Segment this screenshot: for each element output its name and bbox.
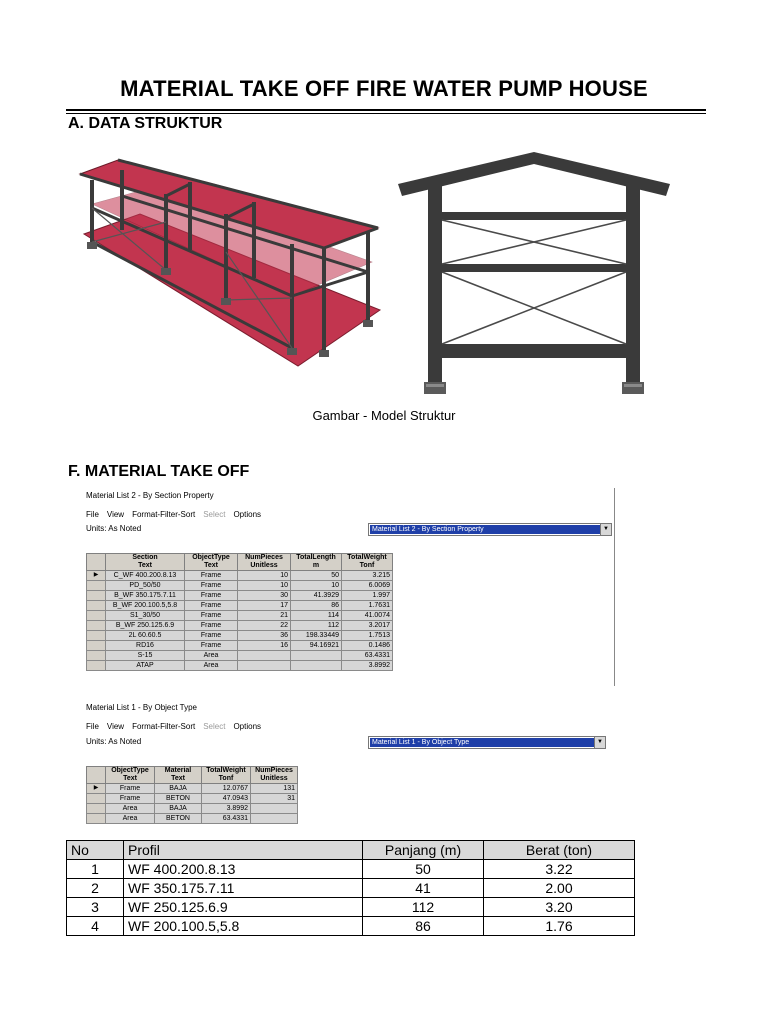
- table-row[interactable]: [87, 651, 393, 661]
- current-row-indicator-icon[interactable]: ▶: [87, 784, 106, 794]
- cell-totallength[interactable]: 10: [291, 581, 342, 591]
- cell-totallength[interactable]: [291, 661, 342, 671]
- cell-totalweight[interactable]: 1.7631: [342, 601, 393, 611]
- cell-panjang: 50: [363, 860, 484, 879]
- object-type-table: [86, 766, 298, 824]
- table-row[interactable]: [87, 591, 393, 601]
- cell-numpieces[interactable]: 131: [251, 784, 298, 794]
- cell-panjang: 41: [363, 879, 484, 898]
- cell-totalweight[interactable]: 41.0074: [342, 611, 393, 621]
- cell-numpieces[interactable]: 21: [238, 611, 291, 621]
- cell-section[interactable]: C_WF 400.200.8.13: [106, 571, 185, 581]
- row-header[interactable]: [87, 591, 106, 601]
- material-list-object-window: [82, 700, 610, 834]
- col-header-material[interactable]: Material Text: [155, 767, 202, 784]
- cell-objecttype[interactable]: Frame: [185, 591, 238, 601]
- table-row: [67, 860, 635, 879]
- cell-profil: WF 250.125.6.9: [124, 898, 363, 917]
- cell-section[interactable]: RD16: [106, 641, 185, 651]
- list-select-dropdown[interactable]: [368, 523, 612, 536]
- menu-format-filter-sort[interactable]: Format-Filter-Sort: [132, 722, 196, 731]
- cell-material[interactable]: BETON: [155, 794, 202, 804]
- cell-panjang: 86: [363, 917, 484, 936]
- cell-objecttype[interactable]: Area: [185, 651, 238, 661]
- cell-totalweight[interactable]: 6.0069: [342, 581, 393, 591]
- cell-numpieces[interactable]: 30: [238, 591, 291, 601]
- table-row: [67, 898, 635, 917]
- cell-totallength[interactable]: 86: [291, 601, 342, 611]
- table-row[interactable]: [87, 601, 393, 611]
- cell-berat: 2.00: [484, 879, 635, 898]
- col-header-objecttype[interactable]: ObjectType Text: [185, 554, 238, 571]
- table-row[interactable]: [87, 581, 393, 591]
- cell-no: 2: [67, 879, 124, 898]
- cell-objecttype[interactable]: Frame: [185, 601, 238, 611]
- window-title: Material List 2 - By Section Property: [86, 491, 214, 500]
- cell-numpieces[interactable]: 22: [238, 621, 291, 631]
- row-header[interactable]: [87, 814, 106, 824]
- current-row-indicator-icon[interactable]: ▶: [87, 571, 106, 581]
- cell-no: 4: [67, 917, 124, 936]
- figure-caption: Gambar - Model Struktur: [312, 408, 456, 423]
- table-row[interactable]: [87, 611, 393, 621]
- menu-bar: [86, 510, 261, 519]
- cell-totalweight[interactable]: 12.0767: [202, 784, 251, 794]
- cell-totalweight[interactable]: 3.2017: [342, 621, 393, 631]
- cell-totalweight[interactable]: 1.7513: [342, 631, 393, 641]
- menu-file[interactable]: File: [86, 510, 99, 519]
- table-row[interactable]: [87, 631, 393, 641]
- cell-numpieces[interactable]: 31: [251, 794, 298, 804]
- row-header[interactable]: [87, 651, 106, 661]
- cell-numpieces[interactable]: 16: [238, 641, 291, 651]
- col-header-totalweight[interactable]: TotalWeight Tonf: [202, 767, 251, 784]
- section-property-table: [86, 553, 393, 671]
- cell-numpieces[interactable]: 36: [238, 631, 291, 641]
- cell-totalweight[interactable]: 63.4331: [342, 651, 393, 661]
- cell-no: 3: [67, 898, 124, 917]
- cell-section[interactable]: B_WF 350.175.7.11: [106, 591, 185, 601]
- col-header-panjang: Panjang (m): [363, 841, 484, 860]
- menu-view[interactable]: View: [106, 510, 125, 519]
- col-header-berat: Berat (ton): [484, 841, 635, 860]
- row-header[interactable]: [87, 621, 106, 631]
- cell-totalweight[interactable]: 3.8992: [342, 661, 393, 671]
- cell-berat: 3.22: [484, 860, 635, 879]
- row-header-corner: [87, 767, 106, 784]
- table-row[interactable]: [87, 571, 393, 581]
- menu-format-filter-sort[interactable]: Format-Filter-Sort: [132, 510, 196, 519]
- row-header[interactable]: [87, 804, 106, 814]
- col-header-numpieces[interactable]: NumPieces Unitless: [251, 767, 298, 784]
- cell-totallength[interactable]: 41.3929: [291, 591, 342, 601]
- cell-numpieces[interactable]: [251, 804, 298, 814]
- col-header-profil: Profil: [124, 841, 363, 860]
- cell-totalweight[interactable]: 0.1486: [342, 641, 393, 651]
- title-rule-thin: [66, 113, 706, 114]
- row-header[interactable]: [87, 581, 106, 591]
- chevron-down-icon[interactable]: ▼: [594, 737, 605, 748]
- row-header[interactable]: [87, 794, 106, 804]
- cell-section[interactable]: PD_50/50: [106, 581, 185, 591]
- chevron-down-icon[interactable]: ▼: [600, 524, 611, 535]
- menu-select[interactable]: Select: [203, 510, 226, 519]
- structure-frame-elevation-image: [398, 150, 670, 396]
- table-row: [67, 879, 635, 898]
- cell-panjang: 112: [363, 898, 484, 917]
- row-header[interactable]: [87, 611, 106, 621]
- cell-section[interactable]: 2L 60.60.5: [106, 631, 185, 641]
- cell-berat: 3.20: [484, 898, 635, 917]
- table-row[interactable]: [87, 794, 298, 804]
- col-header-totalweight[interactable]: TotalWeight Tonf: [342, 554, 393, 571]
- cell-numpieces[interactable]: [238, 661, 291, 671]
- menu-select[interactable]: Select: [203, 722, 226, 731]
- row-header-corner: [87, 554, 106, 571]
- cell-totalweight[interactable]: 3.215: [342, 571, 393, 581]
- menu-options[interactable]: Options: [233, 722, 262, 731]
- table-row[interactable]: [87, 804, 298, 814]
- menu-file[interactable]: File: [86, 722, 99, 731]
- table-row[interactable]: [87, 814, 298, 824]
- cell-objecttype[interactable]: Area: [106, 804, 155, 814]
- page-title: MATERIAL TAKE OFF FIRE WATER PUMP HOUSE: [120, 76, 648, 101]
- cell-no: 1: [67, 860, 124, 879]
- cell-totallength[interactable]: 198.33449: [291, 631, 342, 641]
- cell-section[interactable]: B_WF 250.125.6.9: [106, 621, 185, 631]
- cell-totallength[interactable]: [291, 651, 342, 661]
- window-title: Material List 1 - By Object Type: [86, 703, 198, 712]
- cell-numpieces[interactable]: [251, 814, 298, 824]
- row-header[interactable]: [87, 641, 106, 651]
- cell-totallength[interactable]: 50: [291, 571, 342, 581]
- cell-objecttype[interactable]: Area: [185, 661, 238, 671]
- section-a-heading: A. DATA STRUKTUR: [68, 115, 223, 132]
- cell-numpieces[interactable]: 10: [238, 571, 291, 581]
- cell-section[interactable]: S-15: [106, 651, 185, 661]
- cell-objecttype[interactable]: Frame: [185, 641, 238, 651]
- cell-objecttype[interactable]: Frame: [185, 631, 238, 641]
- table-row: [67, 917, 635, 936]
- dropdown-selected: Material List 2 - By Section Property: [370, 525, 600, 534]
- cell-totalweight[interactable]: 63.4331: [202, 814, 251, 824]
- cell-objecttype[interactable]: Frame: [185, 571, 238, 581]
- cell-material[interactable]: BAJA: [155, 804, 202, 814]
- table-row[interactable]: [87, 784, 298, 794]
- cell-material[interactable]: BETON: [155, 814, 202, 824]
- cell-numpieces[interactable]: 10: [238, 581, 291, 591]
- cell-material[interactable]: BAJA: [155, 784, 202, 794]
- cell-numpieces[interactable]: [238, 651, 291, 661]
- units-label: Units: As Noted: [86, 524, 142, 533]
- material-takeoff-table: [66, 840, 635, 936]
- row-header[interactable]: [87, 661, 106, 671]
- col-header-totallength[interactable]: TotalLength m: [291, 554, 342, 571]
- cell-objecttype[interactable]: Frame: [106, 794, 155, 804]
- cell-profil: WF 200.100.5,5.8: [124, 917, 363, 936]
- col-header-numpieces[interactable]: NumPieces Unitless: [238, 554, 291, 571]
- cell-totalweight[interactable]: 3.8992: [202, 804, 251, 814]
- cell-berat: 1.76: [484, 917, 635, 936]
- cell-objecttype[interactable]: Frame: [106, 784, 155, 794]
- units-label: Units: As Noted: [86, 737, 142, 746]
- col-header-objecttype[interactable]: ObjectType Text: [106, 767, 155, 784]
- cell-objecttype[interactable]: Frame: [185, 611, 238, 621]
- row-header[interactable]: [87, 601, 106, 611]
- cell-totallength[interactable]: 114: [291, 611, 342, 621]
- cell-section[interactable]: ATAP: [106, 661, 185, 671]
- row-header[interactable]: [87, 631, 106, 641]
- cell-totallength[interactable]: 112: [291, 621, 342, 631]
- structure-3d-model-image: [78, 152, 388, 392]
- list-select-dropdown[interactable]: [368, 736, 606, 749]
- cell-objecttype[interactable]: Frame: [185, 581, 238, 591]
- menu-options[interactable]: Options: [233, 510, 262, 519]
- col-header-section[interactable]: Section Text: [106, 554, 185, 571]
- cell-totallength[interactable]: 94.16921: [291, 641, 342, 651]
- table-row[interactable]: [87, 661, 393, 671]
- section-f-heading: F. MATERIAL TAKE OFF: [68, 463, 250, 480]
- cell-objecttype[interactable]: Area: [106, 814, 155, 824]
- cell-totalweight[interactable]: 47.0943: [202, 794, 251, 804]
- cell-numpieces[interactable]: 17: [238, 601, 291, 611]
- dropdown-selected: Material List 1 - By Object Type: [370, 738, 594, 747]
- cell-profil: WF 400.200.8.13: [124, 860, 363, 879]
- menu-view[interactable]: View: [106, 722, 125, 731]
- cell-profil: WF 350.175.7.11: [124, 879, 363, 898]
- cell-section[interactable]: S1_30/50: [106, 611, 185, 621]
- col-header-no: No: [67, 841, 124, 860]
- table-row[interactable]: [87, 621, 393, 631]
- table-row[interactable]: [87, 641, 393, 651]
- cell-section[interactable]: B_WF 200.100.5,5.8: [106, 601, 185, 611]
- material-list-section-window: [82, 488, 615, 686]
- menu-bar: [86, 722, 261, 731]
- cell-objecttype[interactable]: Frame: [185, 621, 238, 631]
- cell-totalweight[interactable]: 1.997: [342, 591, 393, 601]
- title-rule: [66, 109, 706, 111]
